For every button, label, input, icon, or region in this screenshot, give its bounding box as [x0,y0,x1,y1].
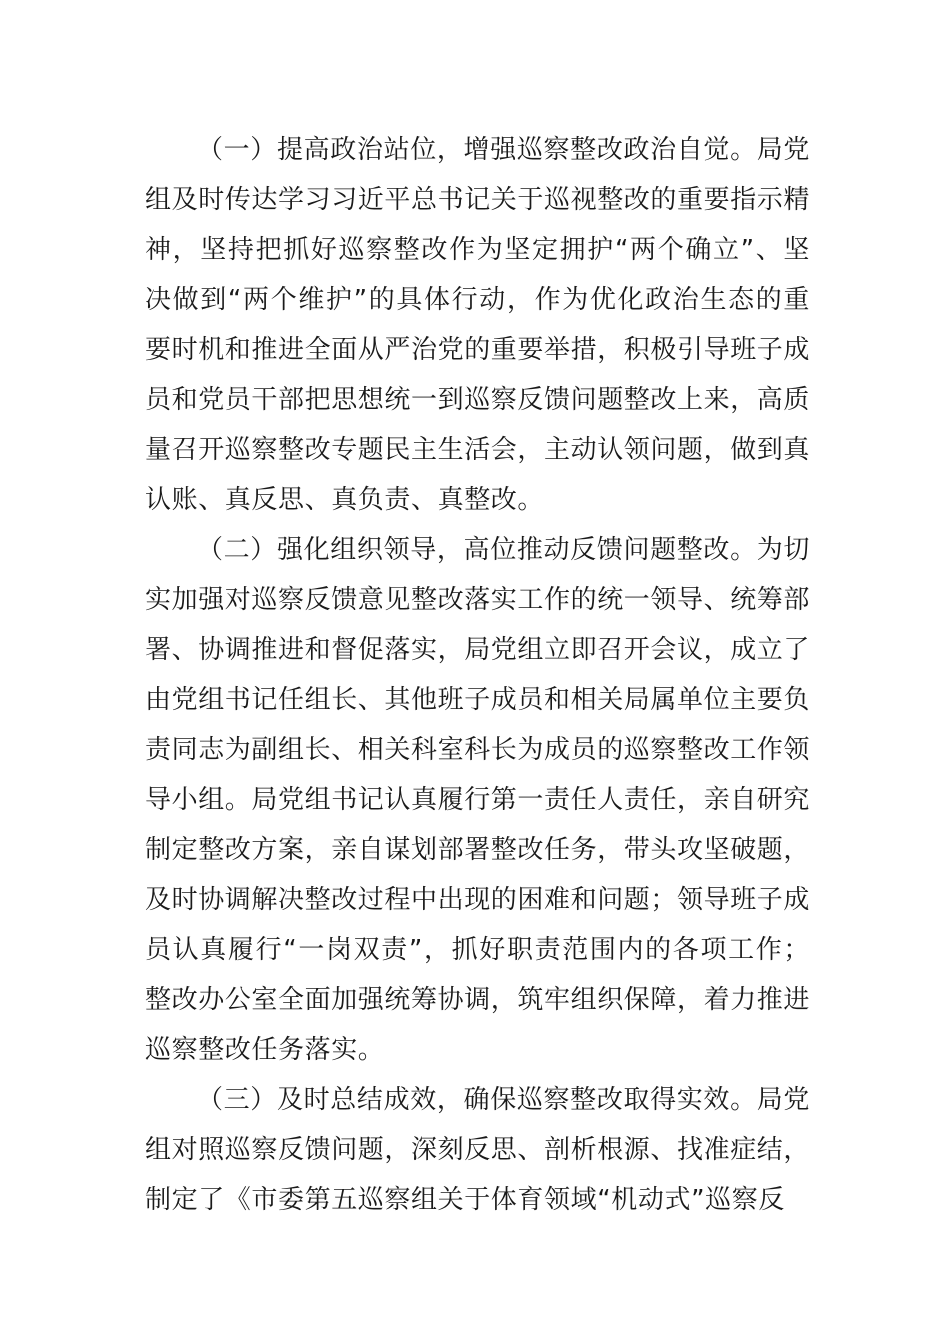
paragraph-2: （二）强化组织领导，高位推动反馈问题整改。为切实加强对巡察反馈意见整改落实工作的统一领导、统筹部署、协调推进和督促落实，局党组立即召开会议，成立了由党组书记任组长、其他班子成员和相关局属单位主要负责同志为副组长、相关科室科长为成员的巡察整改工作领导小组。局党组书记认真履行第一责任人责任，亲自研究制定整改方案，亲自谋划部署整改任务，带头攻坚破题，及时协调解决整改过程中出现的困难和问题；领导班子成员认真履行“一岗双责”，抓好职责范围内的各项工作；整改办公室全面加强统筹协调，筑牢组织保障，着力推进巡察整改任务落实。 [145,535,811,1065]
paragraph-3: （三）及时总结成效，确保巡察整改取得实效。局党组对照巡察反馈问题，深刻反思、剖析根源、找准症结，制定了《市委第五巡察组关于体育领域“机动式”巡察反 [145,1085,811,1215]
paragraph-1: （一）提高政治站位，增强巡察整改政治自觉。局党组及时传达学习习近平总书记关于巡视整改的重要指示精神，坚持把抓好巡察整改作为坚定拥护“两个确立”、坚决做到“两个维护”的具体行动，作为优化政治生态的重要时机和推进全面从严治党的重要举措，积极引导班子成员和党员干部把思想统一到巡察反馈问题整改上来，高质量召开巡察整改专题民主生活会，主动认领问题，做到真认账、真反思、真负责、真整改。 [145,135,811,515]
document-body [145,125,810,1225]
